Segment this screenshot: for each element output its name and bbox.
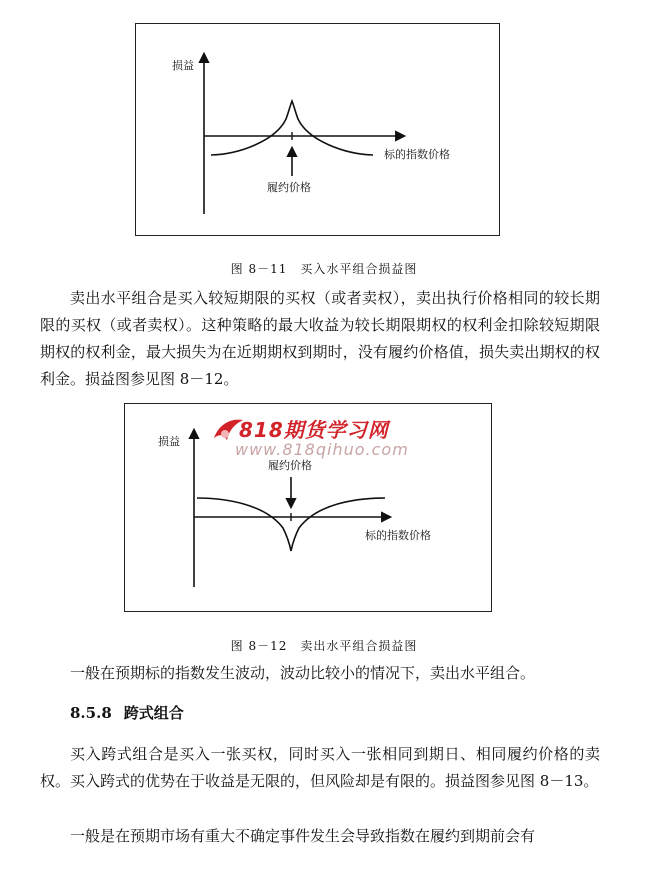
section-heading bbox=[70, 702, 196, 723]
section-title: 跨式组合 bbox=[123, 704, 184, 722]
paragraph-3: 买入跨式组合是买入一张买权，同时买入一张相同到期日、相同履约价格的卖权。买入跨式的优势在于收益是无限的，但风险却是有限的。损益图参见图 8－13。 bbox=[40, 745, 600, 790]
figure-8-11-caption: 图 8－11 买入水平组合损益图 bbox=[230, 262, 418, 276]
watermark-title: 818期货学习网 bbox=[239, 418, 389, 442]
section-number: 8.5.8 bbox=[70, 704, 112, 722]
figure-8-11-box bbox=[135, 23, 500, 236]
watermark-url: www.818qihuo.com bbox=[235, 440, 409, 459]
x-axis-label: 标的指数价格 bbox=[365, 529, 431, 542]
paragraph-1: 卖出水平组合是买入较短期限的买权（或者卖权），卖出执行价格相同的较长期限的买权（或者卖权）。这种策略的最大收益为较长期限期权的权利金扣除较短期限期权的权利金，最大损失为在近期期权到期时，没有履约价格值，损失卖出期权的权利金。损益图参见图 8－12。 bbox=[40, 289, 600, 388]
y-axis-label: 损益 bbox=[158, 435, 180, 448]
x-axis-label: 标的指数价格 bbox=[384, 148, 450, 161]
watermark bbox=[205, 414, 409, 470]
payoff-curve bbox=[211, 101, 373, 155]
figure-8-12-caption: 图 8－12 卖出水平组合损益图 bbox=[230, 639, 418, 653]
paragraph-4: 一般是在预期市场有重大不确定事件发生会导致指数在履约到期前会有 bbox=[70, 827, 536, 845]
figure-8-11-plot bbox=[136, 24, 499, 235]
strike-label: 履约价格 bbox=[267, 181, 311, 194]
paragraph-2: 一般在预期标的指数发生波动，波动比较小的情况下，卖出水平组合。 bbox=[70, 664, 536, 682]
strike-label: 履约价格 bbox=[268, 459, 312, 472]
y-axis-label: 损益 bbox=[172, 59, 194, 72]
